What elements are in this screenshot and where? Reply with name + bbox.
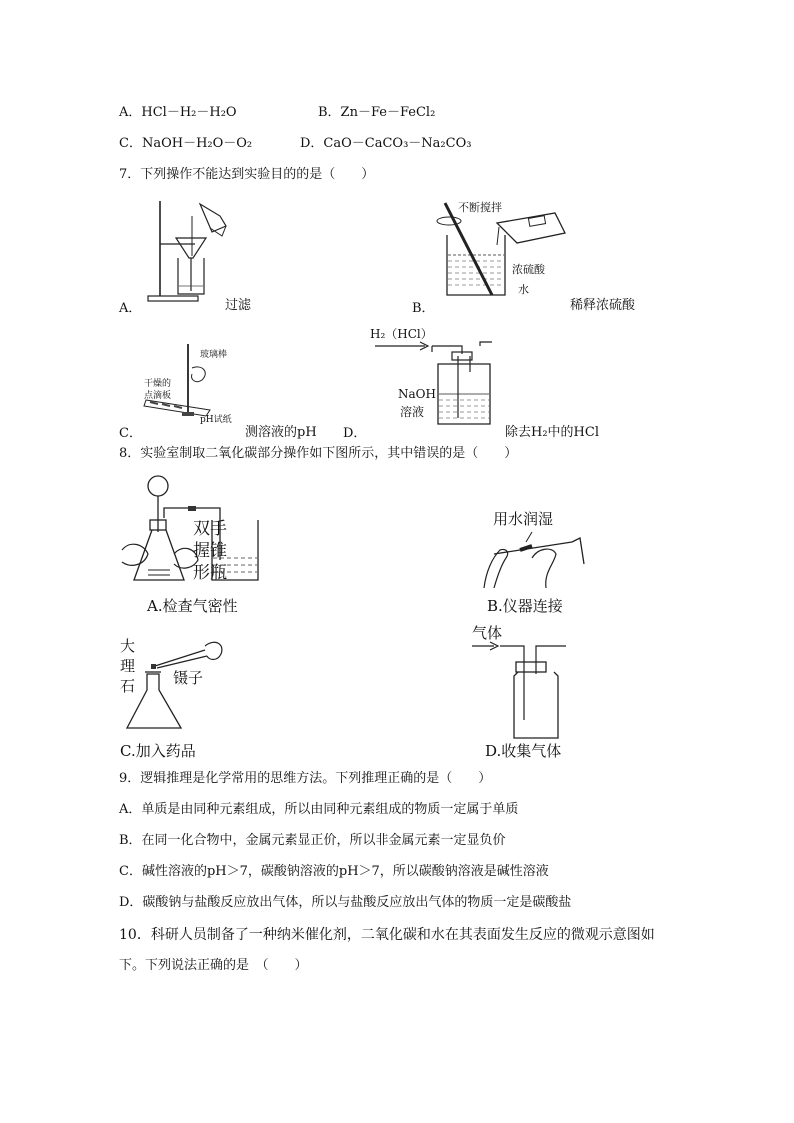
q8-a-caption: A.检查气密性 <box>147 597 238 615</box>
q7-a-letter: A． <box>119 301 142 316</box>
q7-c-letter: C． <box>119 426 142 441</box>
q8-d-caption: D.收集气体 <box>485 742 562 760</box>
q6-option-c: C．NaOH－H₂O－O₂ <box>119 136 253 151</box>
q8-b-note: 用水润湿 <box>493 510 554 528</box>
q8-a-note-3: 形瓶 <box>193 563 227 583</box>
q7-b-label-water: 水 <box>518 283 529 296</box>
add-reagent-figure <box>125 638 235 738</box>
q7-a-caption: 过滤 <box>225 298 252 313</box>
q7-c-label-paper: pH试纸 <box>200 415 232 425</box>
q7-b-label-stir: 不断搅拌 <box>458 201 502 214</box>
q8-d-note: 气体 <box>472 624 503 642</box>
q10-stem-line-1: 10．科研人员制备了一种纳米催化剂，二氧化碳和水在其表面发生反应的微观示意图如 <box>119 927 655 943</box>
q7-c-label-plate-1: 干燥的 <box>144 379 172 389</box>
q7-d-caption: 除去H₂中的HCl <box>505 425 599 440</box>
q9-option-a: A．单质是由同种元素组成，所以由同种元素组成的物质一定属于单质 <box>119 802 519 817</box>
q7-c-label-plate-2: 点滴板 <box>144 391 172 401</box>
q7-stem: 7．下列操作不能达到实验目的的是（ ） <box>119 167 375 182</box>
q8-c-note-1: 大 <box>120 637 136 655</box>
q6-option-b: B．Zn－Fe－FeCl₂ <box>318 105 436 120</box>
gas-collection-figure <box>470 640 570 740</box>
q8-c-note-tweezers: 镊子 <box>173 669 204 687</box>
q6-option-d: D．CaO－CaCO₃－Na₂CO₃ <box>300 136 472 151</box>
q8-c-caption: C.加入药品 <box>120 742 196 760</box>
q7-b-caption: 稀释浓硫酸 <box>570 298 636 313</box>
q9-option-b: B．在同一化合物中，金属元素显正价，所以非金属元素一定显负价 <box>119 833 506 848</box>
q8-stem: 8．实验室制取二氧化碳部分操作如下图所示，其中错误的是（ ） <box>119 446 518 461</box>
q8-c-note-3: 石 <box>120 677 136 695</box>
apparatus-connection-figure <box>480 528 590 593</box>
q8-a-note-2: 握锥 <box>193 541 227 561</box>
q7-d-label-gas: H₂（HCl） <box>370 327 433 341</box>
q9-option-d: D．碳酸钠与盐酸反应放出气体，所以与盐酸反应放出气体的物质一定是碳酸盐 <box>119 895 572 910</box>
q9-option-c: C．碱性溶液的pH＞7，碳酸钠溶液的pH＞7，所以碳酸钠溶液是碱性溶液 <box>119 864 549 879</box>
q7-b-label-acid: 浓硫酸 <box>512 263 545 276</box>
q7-b-letter: B． <box>412 301 435 316</box>
filtration-apparatus-figure <box>140 196 250 306</box>
q7-d-letter: D． <box>343 426 367 441</box>
q7-d-label-sol-1: NaOH <box>398 387 436 401</box>
q8-b-caption: B.仪器连接 <box>487 597 563 615</box>
q7-d-label-sol-2: 溶液 <box>400 405 425 419</box>
q10-stem-line-2: 下。下列说法正确的是 （ ） <box>119 958 308 973</box>
q8-a-note-1: 双手 <box>193 519 227 539</box>
gas-wash-bottle-figure <box>370 338 490 428</box>
q7-c-caption: 测溶液的pH <box>245 425 317 440</box>
q9-stem: 9．逻辑推理是化学常用的思维方法。下列推理正确的是（ ） <box>119 771 492 786</box>
q8-c-note-2: 理 <box>120 657 136 675</box>
q7-c-label-rod: 玻璃棒 <box>200 350 228 360</box>
q6-option-a: A．HCl－H₂－H₂O <box>119 105 237 120</box>
